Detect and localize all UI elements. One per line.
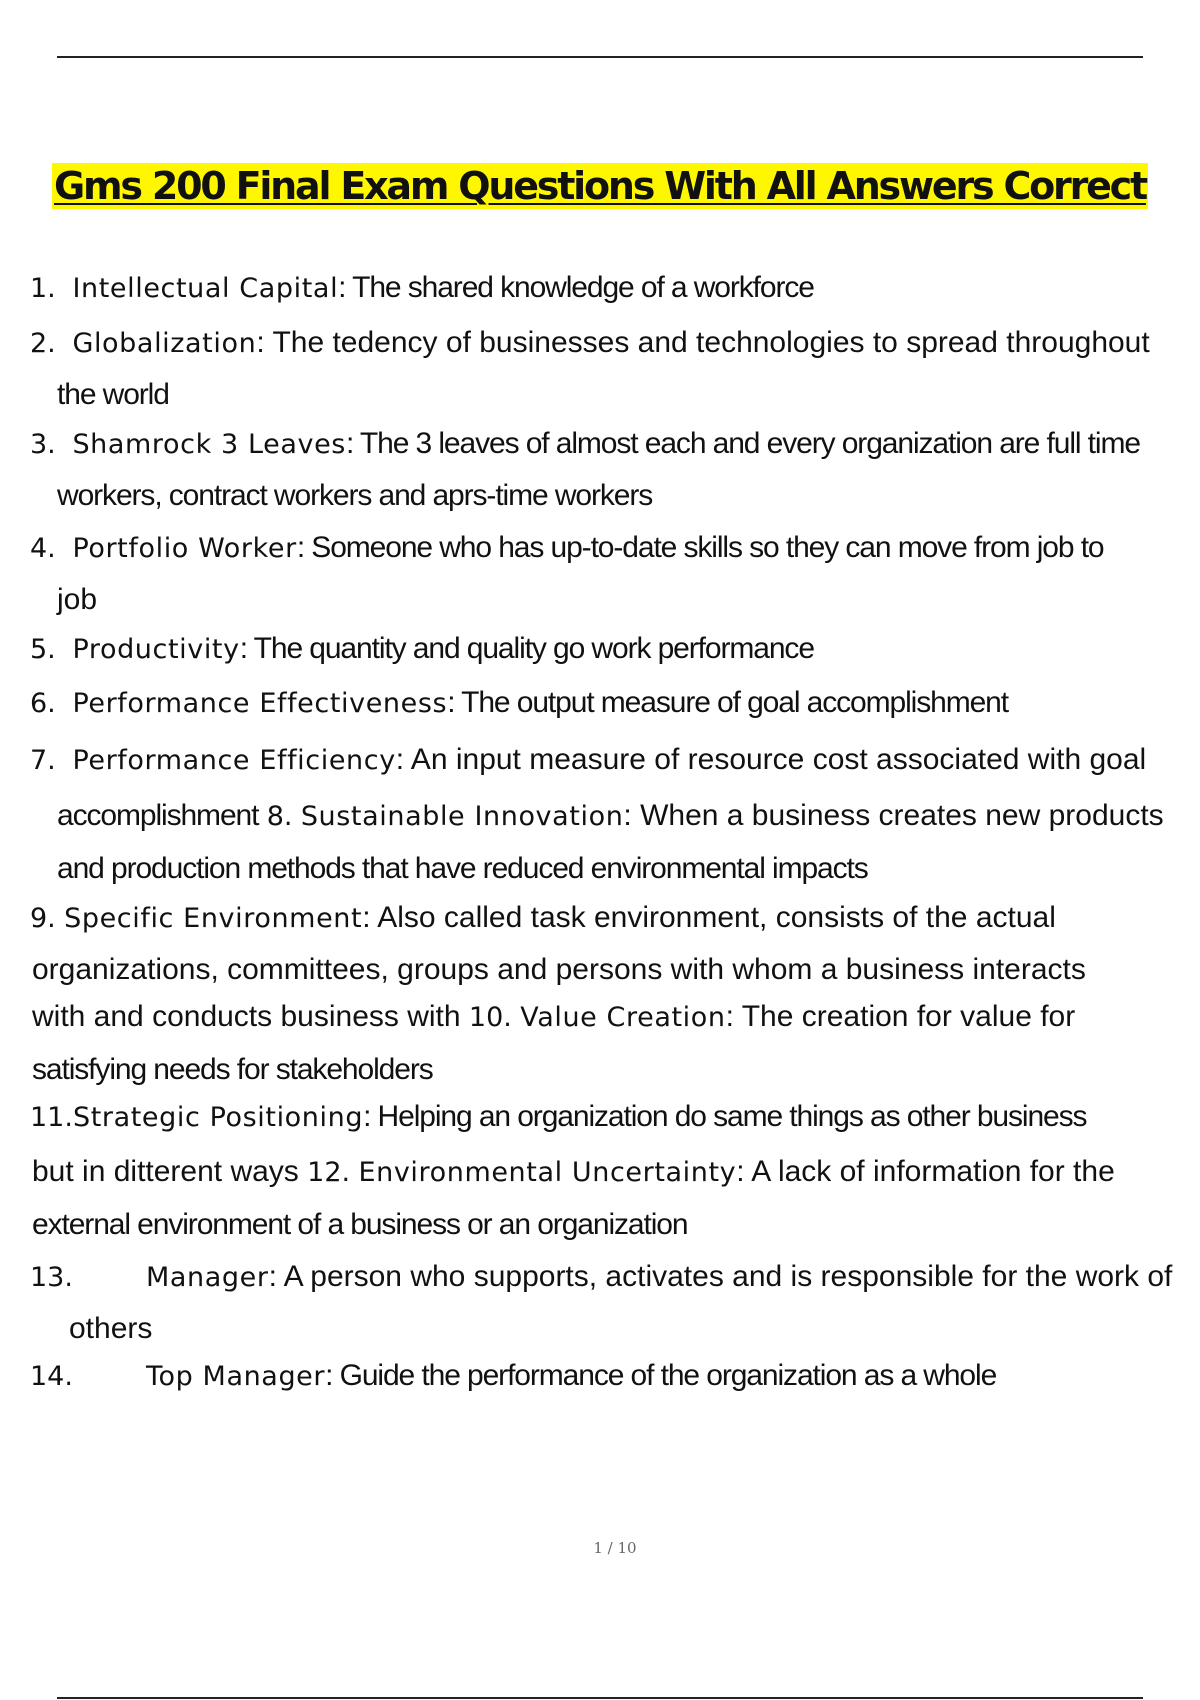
definition: accomplishment xyxy=(57,799,259,832)
definition: but in ditterent ways xyxy=(32,1155,299,1188)
definition: : The 3 leaves of almost each and every organization are full time xyxy=(345,427,1140,460)
definition: : An input measure of resource cost associated with goal xyxy=(395,743,1147,776)
definition: : The shared knowledge of a workforce xyxy=(338,271,814,304)
definition: with and conducts business with xyxy=(32,1000,461,1033)
item-number: 6. xyxy=(30,688,56,719)
item-number: 12. xyxy=(307,1157,351,1188)
definition-continued: the world xyxy=(57,378,169,411)
item-number: 7. xyxy=(30,745,56,776)
list-item xyxy=(30,424,1140,465)
definition-continued: external environment of a business or an organization xyxy=(32,1208,688,1241)
definition: : The quantity and quality go work performance xyxy=(239,632,814,665)
list-item xyxy=(30,740,1146,781)
term: Environmental Uncertainty xyxy=(358,1157,737,1188)
term: Strategic Positioning xyxy=(72,1102,364,1133)
term: Top Manager xyxy=(146,1361,326,1392)
list-item xyxy=(30,1097,1086,1138)
term: Productivity xyxy=(72,634,240,665)
term: Performance Effectiveness xyxy=(72,688,448,719)
definition-continued xyxy=(32,1152,1115,1193)
term: Value Creation xyxy=(520,1002,726,1033)
term: Specific Environment xyxy=(64,903,363,934)
list-item xyxy=(30,268,814,309)
list-item xyxy=(30,629,814,670)
definition: : The output measure of goal accomplishment xyxy=(447,686,1009,719)
definition: : The creation for value for xyxy=(725,1000,1076,1033)
list-item xyxy=(30,1356,996,1397)
item-number: 1. xyxy=(30,273,56,304)
item-number: 2. xyxy=(30,328,56,359)
term: Shamrock 3 Leaves xyxy=(72,429,346,460)
list-item xyxy=(30,683,1008,724)
definition: : When a business creates new products xyxy=(623,799,1164,832)
item-number: 9. xyxy=(30,903,56,934)
bottom-divider xyxy=(57,1697,1143,1699)
list-item xyxy=(30,528,1104,569)
definition: : The tedency of businesses and technologies to spread throughout xyxy=(256,326,1150,359)
term: Performance Efficiency xyxy=(72,745,396,776)
definition-continued: workers, contract workers and aprs-time workers xyxy=(57,479,653,512)
term: Manager xyxy=(146,1262,269,1293)
item-number: 4. xyxy=(30,533,56,564)
definition-continued xyxy=(32,997,1075,1038)
item-number: 11. xyxy=(30,1102,73,1133)
definition: : Guide the performance of the organization as a whole xyxy=(325,1359,997,1392)
document-title: Gms 200 Final Exam Questions With All Answers Correct xyxy=(54,164,1146,208)
definition-continued: others xyxy=(69,1312,153,1345)
term: Portfolio Worker xyxy=(72,533,297,564)
term: Intellectual Capital xyxy=(72,273,339,304)
item-number: 3. xyxy=(30,429,56,460)
list-item xyxy=(30,323,1150,364)
item-number: 13. xyxy=(30,1262,73,1293)
definition: : Someone who has up-to-date skills so they can move from job to xyxy=(296,531,1104,564)
list-item xyxy=(30,1257,1172,1298)
term: Globalization xyxy=(72,328,257,359)
definition-continued: satisfying needs for stakeholders xyxy=(32,1053,433,1086)
item-number: 5. xyxy=(30,634,56,665)
definition-continued: organizations, committees, groups and persons with whom a business interacts xyxy=(32,953,1086,986)
definition: : Also called task environment, consists of the actual xyxy=(362,901,1056,934)
list-item xyxy=(30,898,1056,939)
definition: : Helping an organization do same things as other business xyxy=(363,1100,1087,1133)
item-number: 10. xyxy=(468,1002,512,1033)
definition-continued: job xyxy=(57,583,98,616)
definition-continued: and production methods that have reduced environmental impacts xyxy=(57,852,868,885)
definition: : A lack of information for the xyxy=(736,1155,1115,1188)
term: Sustainable Innovation xyxy=(300,801,624,832)
page-number: 1 / 10 xyxy=(593,1539,637,1557)
item-number: 8. xyxy=(266,801,293,832)
item-number: 14. xyxy=(30,1361,73,1392)
definition: : A person who supports, activates and is responsible for the work of xyxy=(268,1260,1173,1293)
definition-continued xyxy=(57,796,1164,837)
